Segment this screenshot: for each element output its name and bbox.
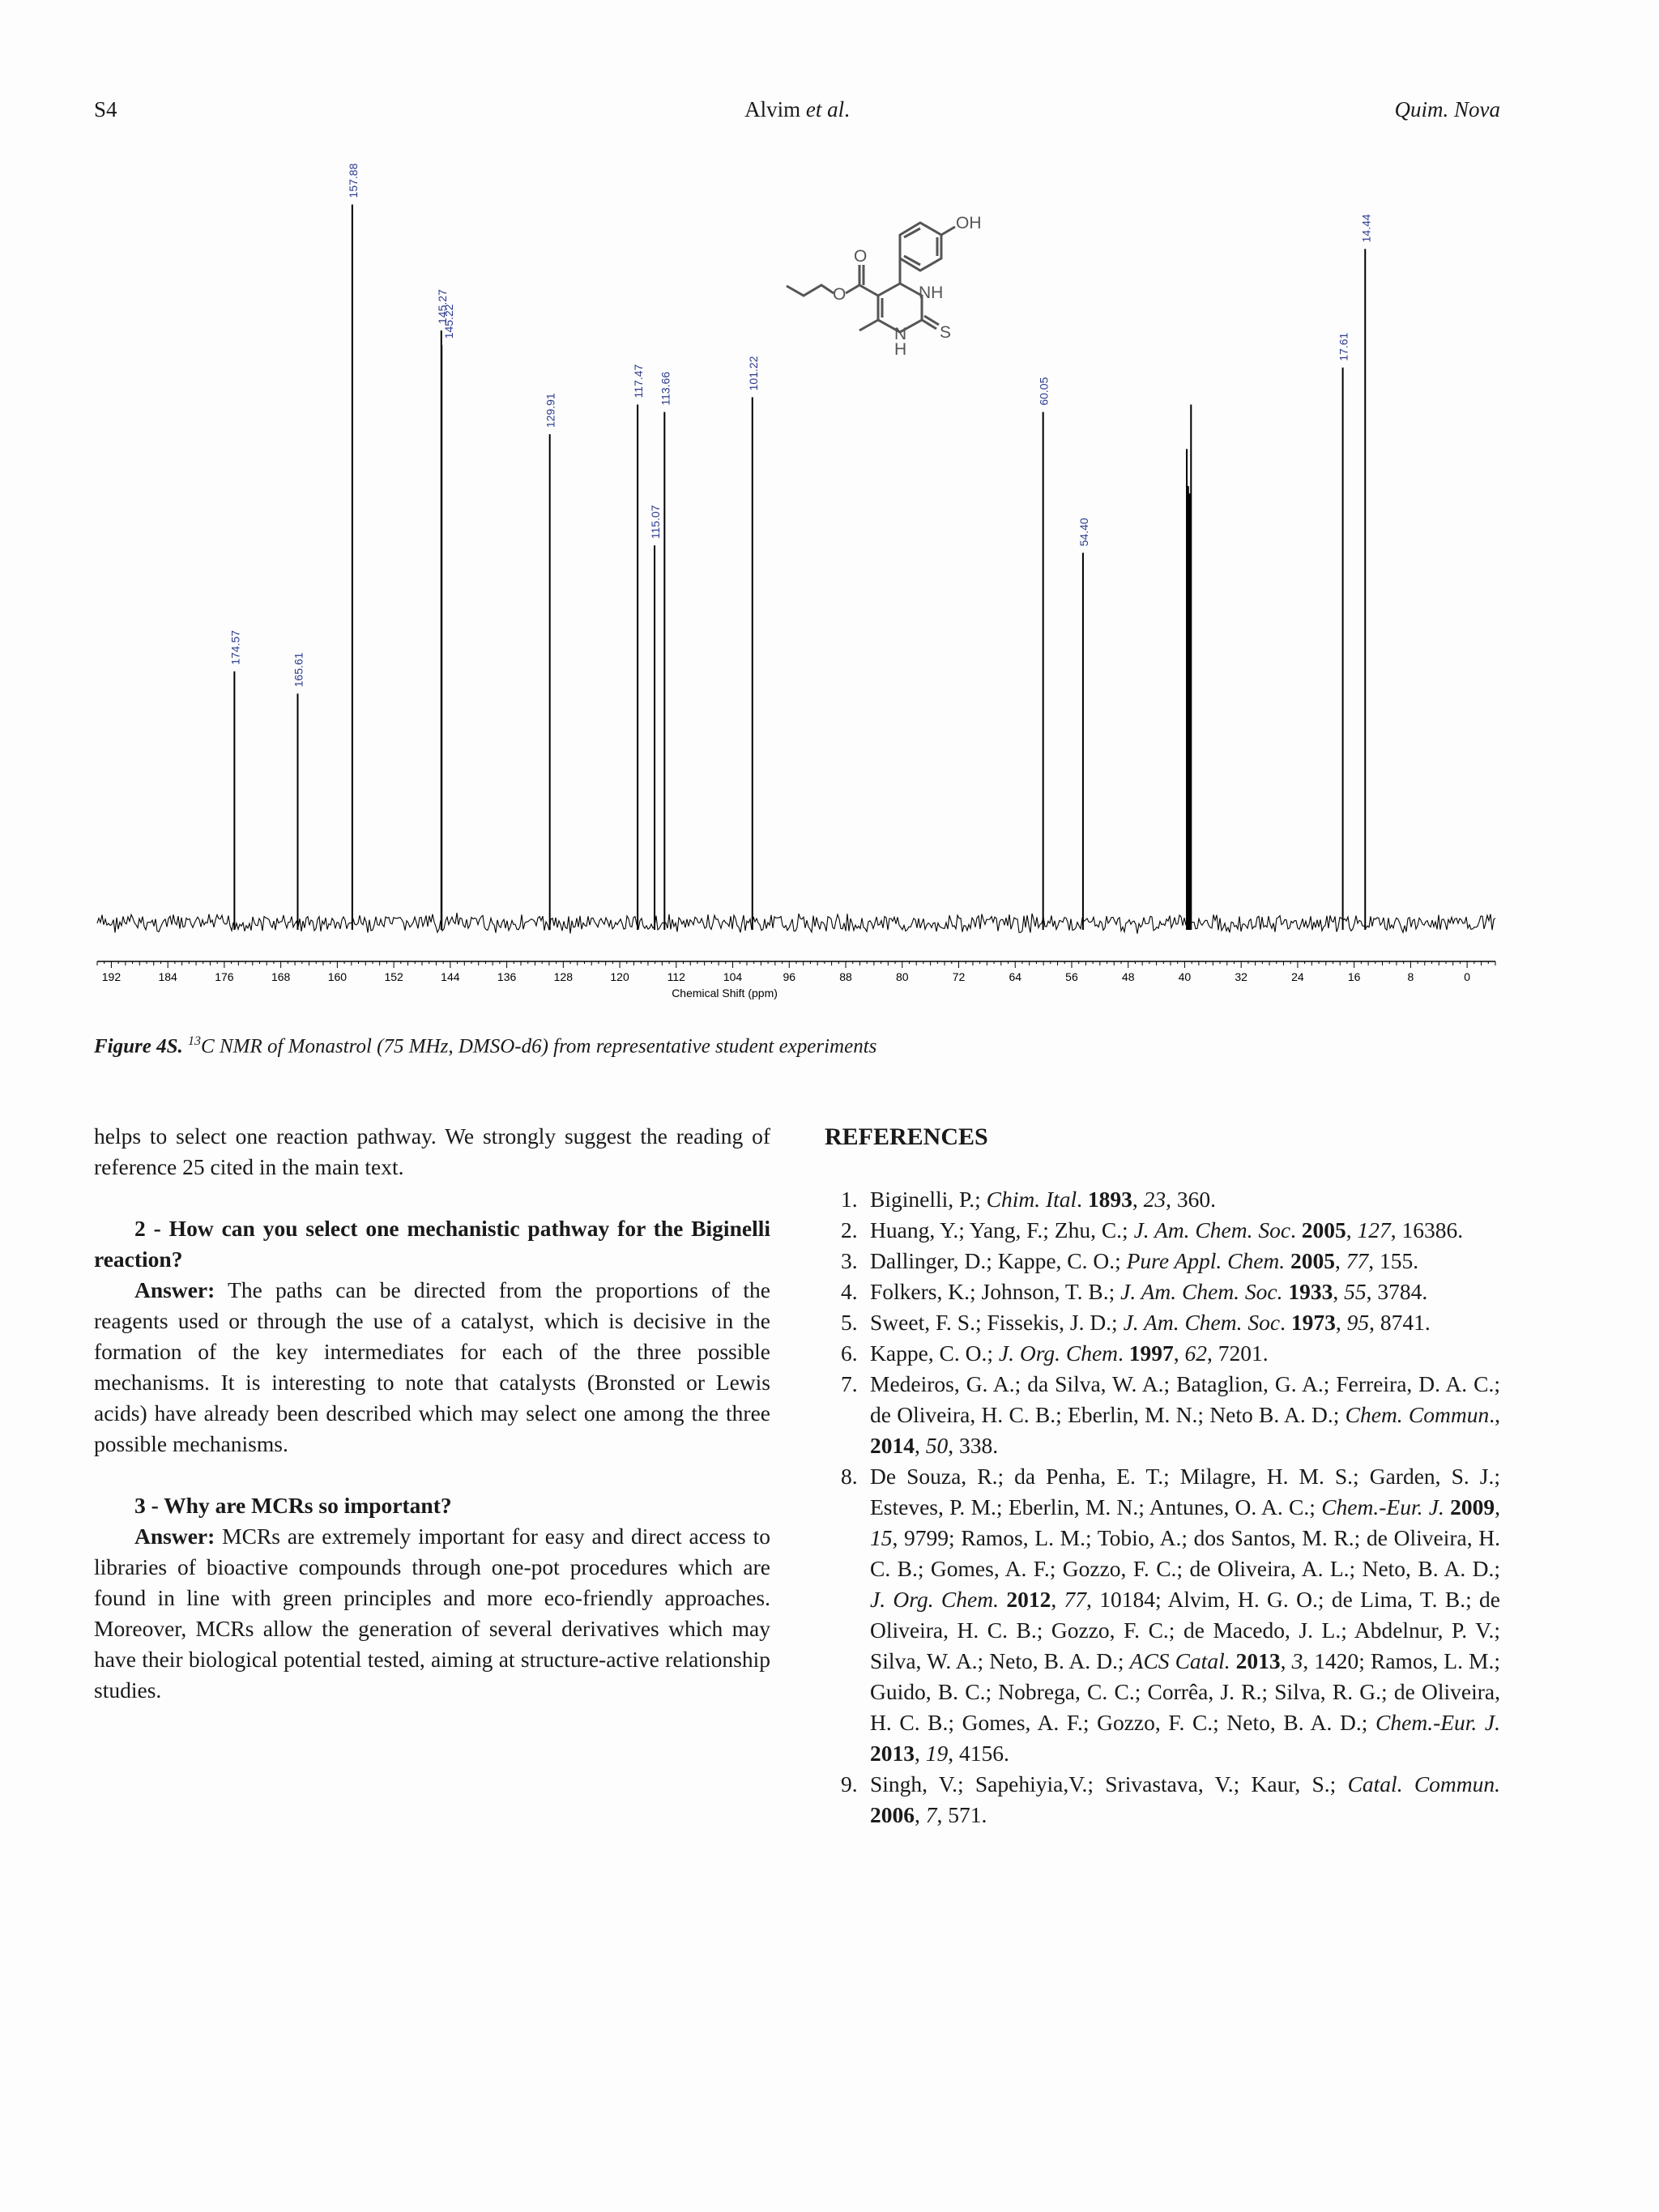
structure-o-label: O [854,247,868,266]
reference-number: 3. [841,1248,858,1273]
methyl-bond [859,320,878,330]
question-3-heading: 3 - Why are MCRs so important? [134,1493,452,1518]
peak-label: 157.88 [346,163,360,198]
structure-s-label: S [940,323,952,342]
reference-text: Sweet, F. S.; Fissekis, J. D.; [870,1310,1124,1335]
structure-oh-label: OH [956,214,982,232]
x-tick-label: 40 [1178,970,1192,983]
journal-title: Chim. Ital [986,1187,1077,1212]
reference-year: 2013 [870,1741,915,1766]
x-tick-label: 160 [327,970,348,983]
running-head [94,97,1500,130]
reference-number: 7. [841,1371,858,1396]
x-tick-label: 96 [783,970,796,983]
reference-text: , [1333,1279,1345,1304]
reference-text: . [1280,1310,1291,1335]
left-column [94,1121,770,1706]
reference-volume: 19 [925,1741,949,1766]
peak-label: 113.66 [659,371,672,406]
peaks [234,204,1365,930]
journal-title: J. Am. Chem. Soc. [1120,1279,1283,1304]
reference-text: , 1420; Ramos, L. M.; Guido, B. C.; Nobrega, C. C.; Corrêa, J. R.; Silva, R. G.; de Oliveira, H. C. B.; Gomes, A. F.; Gozzo, F. C.; Neto, B. A. D.; [870,1648,1501,1735]
reference-volume: 77 [1346,1248,1369,1273]
x-axis [97,961,1495,983]
figure-label: Figure 4S. [94,1035,183,1058]
answer-3-paragraph [94,1521,770,1706]
reference-text: , [1173,1340,1185,1366]
reference-text: , [1132,1187,1144,1212]
page-number: S4 [94,97,117,121]
x-tick-label: 120 [610,970,629,983]
running-authors [94,97,1500,122]
reference-text: Biginelli, P.; [870,1187,987,1212]
peak-label: 54.40 [1077,518,1090,547]
journal-name: Quim. Nova [1394,97,1500,121]
peak-label: 60.05 [1037,377,1051,406]
caption-text: C NMR of Monastrol (75 MHz, DMSO-d6) from representative student experiments [201,1035,877,1058]
reference-number: 1. [841,1187,858,1212]
reference-text: De Souza, R.; da Penha, E. T.; Milagre, H. M. S.; Garden, S. J.; Esteves, P. M.; Eberlin, M. N.; Antunes, O. A. C.; [870,1464,1500,1519]
reference-number: 5. [841,1310,858,1335]
reference-volume: 3 [1291,1648,1303,1673]
answer-2-text: The paths can be directed from the proportions of the reagents used or through the use of a catalyst, which is decisive in the formation of the key intermediates for each of the three possible mechanisms. It is interesting to note that catalysts (Bronsted or Lewis acids) have already been described which may select one among the three possible mechanisms. [94,1277,770,1456]
reference-text: , 10184; Alvim, H. G. O.; de Lima, T. B.; de Oliveira, H. C. B.; Gozzo, F. C.; de Macedo, J. L.; Abdelnur, P. V.; Silva, W. A.; Neto, B. A. D.; [870,1587,1501,1673]
answer-3-label: Answer: [134,1524,215,1549]
reference-text: , 360. [1166,1187,1217,1212]
journal-title: J. Am. Chem. Soc [1133,1217,1291,1242]
peak-label: 115.07 [649,505,663,539]
peak-label: 14.44 [1359,214,1373,243]
structure-n-label: N [894,325,907,343]
x-tick-label: 64 [1009,970,1022,983]
reference-year: 2005 [1290,1248,1336,1273]
reference-text: Singh, V.; Sapehiyia,V.; Srivastava, V.; Kaur, S.; [870,1771,1348,1796]
x-tick-label: 32 [1235,970,1247,983]
reference-text: ., [1489,1402,1500,1427]
peak-label: 101.22 [746,356,760,391]
reference-text: , 9799; Ramos, L. M.; Tobio, A.; dos Santos, M. R.; de Oliveira, H. C. B.; Gomes, A. F.; Gozzo, F. C.; de Oliveira, A. L.; Neto, B. A. D.; [870,1525,1500,1581]
reference-text: , 3784. [1366,1279,1428,1304]
reference-number: 9. [841,1771,858,1796]
structure-ester-o-label: O [833,285,847,304]
intro-paragraph: helps to select one reaction pathway. We strongly suggest the reading of reference 25 cited in the main text. [94,1123,770,1179]
references-column [825,1121,1500,1831]
reference-text: Dallinger, D.; Kappe, C. O.; [870,1248,1127,1273]
ester-o-bond [846,285,859,293]
reference-text: Medeiros, G. A.; da Silva, W. A.; Bataglion, G. A.; Ferreira, D. A. C.; de Oliveira, H. C. B.; Eberlin, M. N.; Neto B. A. D.; [870,1371,1500,1427]
x-tick-label: 8 [1407,970,1414,983]
reference-year: 1933 [1288,1279,1333,1304]
oh-bond [941,227,955,235]
reference-text: , 4156. [948,1741,1009,1766]
reference-item [825,1184,1500,1215]
reference-list [825,1184,1500,1831]
reference-year: 2014 [870,1433,915,1458]
reference-text: , [1335,1248,1346,1273]
authors-end: . [844,97,850,121]
x-tick-label: 80 [895,970,909,983]
answer-2-label: Answer: [134,1277,215,1302]
references-heading: REFERENCES [825,1123,988,1150]
structure-nh-label: NH [919,283,944,302]
x-tick-label: 192 [101,970,122,983]
journal-title: Chem.-Eur. J. [1375,1710,1500,1735]
phenyl-ring [900,223,941,271]
reference-item [825,1338,1500,1369]
reference-item [825,1769,1500,1831]
peak-label: 117.47 [632,364,646,399]
x-tick-label: 176 [215,970,234,983]
reference-year: 2009 [1450,1494,1495,1519]
figure-caption [94,1034,876,1058]
reference-item [825,1369,1500,1461]
x-tick-label: 48 [1121,970,1135,983]
x-tick-label: 72 [952,970,966,983]
reference-number: 4. [841,1279,858,1304]
reference-year: 2013 [1235,1648,1281,1673]
reference-volume: 50 [925,1433,949,1458]
journal-title: Chem.-Eur. J. [1321,1494,1444,1519]
reference-number: 2. [841,1217,858,1242]
baseline-noise-trace [97,913,1495,934]
reference-text: , 7201. [1207,1340,1269,1366]
x-tick-label: 16 [1347,970,1361,983]
reference-text: , [1051,1587,1064,1612]
reference-text: Kappe, C. O.; [870,1340,999,1366]
reference-text: , 16386. [1390,1217,1464,1242]
reference-text: , 338. [948,1433,999,1458]
reference-item [825,1215,1500,1246]
isotope-superscript: 13 [188,1034,202,1048]
question-2-heading: 2 - How can you select one mechanistic pathway for the Biginelli reaction? [94,1216,770,1272]
baseline-noise [97,913,1495,934]
answer-3-text: MCRs are extremely important for easy and direct access to libraries of bioactive compounds through one-pot procedures which are found in line with green principles and more eco-friendly approaches. Moreover, MCRs allow the generation of several derivatives which may have their biological potential tested, aiming at structure-active relationship studies. [94,1524,770,1703]
x-tick-label: 152 [384,970,403,983]
journal-title: J. Org. Chem. [870,1587,999,1612]
ethyl-chain [787,285,834,296]
x-tick-label: 136 [497,970,517,983]
x-tick-label: 184 [158,970,177,983]
reference-volume: 15 [870,1525,893,1550]
reference-text: , [915,1802,926,1827]
reference-text: . [1077,1187,1088,1212]
journal-title: J. Am. Chem. Soc [1123,1310,1281,1335]
reference-item [825,1307,1500,1338]
reference-text [999,1587,1006,1612]
peak-label: 174.57 [228,630,242,665]
reference-volume: 127 [1357,1217,1391,1242]
reference-text: Huang, Y.; Yang, F.; Zhu, C.; [870,1217,1134,1242]
x-tick-label: 56 [1065,970,1078,983]
reference-item [825,1276,1500,1307]
reference-text [1230,1648,1236,1673]
reference-number: 8. [841,1464,858,1489]
reference-text: , [1280,1648,1292,1673]
reference-item [825,1246,1500,1276]
peak-label: 17.61 [1337,332,1350,361]
journal-title: ACS Catal. [1129,1648,1230,1673]
peak-label: 145.22 [442,304,456,339]
x-tick-label: 112 [667,970,685,983]
reference-number: 6. [841,1340,858,1366]
reference-text: , 155. [1368,1248,1419,1273]
reference-volume: 23 [1143,1187,1166,1212]
x-tick-label: 88 [839,970,852,983]
reference-text: . [1290,1217,1302,1242]
reference-year: 2006 [870,1802,915,1827]
authors-main: Alvim [744,97,806,121]
x-tick-label: 24 [1291,970,1304,983]
authors-etal: et al [805,97,845,121]
reference-volume: 95 [1346,1310,1370,1335]
reference-year: 2012 [1006,1587,1051,1612]
peak-label: 145.27 [435,289,449,324]
monastrol-structure [787,223,955,332]
journal-title: Chem. Commun [1345,1402,1490,1427]
reference-text: Folkers, K.; Johnson, T. B.; [870,1279,1121,1304]
reference-text: , 8741. [1369,1310,1431,1335]
structure-h-label: H [894,340,907,359]
reference-volume: 55 [1344,1279,1367,1304]
ester-bond [859,285,878,296]
x-tick-label: 0 [1464,970,1471,983]
x-tick-label: 144 [441,970,460,983]
peak-labels [228,163,1372,687]
reference-text: , [1335,1310,1347,1335]
journal-title: J. Org. Chem [998,1340,1119,1366]
peak-label: 129.91 [544,393,557,428]
x-tick-label: 128 [553,970,574,983]
reference-volume: 62 [1184,1340,1208,1366]
reference-text: , [915,1433,926,1458]
reference-text: . [1118,1340,1129,1366]
peak-label: 165.61 [292,652,305,688]
reference-volume: 7 [925,1802,937,1827]
reference-text: , [1346,1217,1358,1242]
x-tick-label: 104 [723,970,743,983]
journal-title: Pure Appl. Chem. [1126,1248,1286,1273]
x-axis-title: Chemical Shift (ppm) [672,987,778,999]
reference-year: 1973 [1290,1310,1336,1335]
reference-text: , [915,1741,926,1766]
reference-year: 1997 [1128,1340,1174,1366]
reference-text: , [1495,1494,1501,1519]
journal-title: Catal. Commun. [1347,1771,1501,1796]
answer-2-paragraph [94,1275,770,1460]
x-tick-label: 168 [271,970,291,983]
nmr-spectrum-chart [94,158,1500,1016]
reference-item [825,1461,1500,1769]
reference-volume: 77 [1064,1587,1087,1612]
reference-year: 2005 [1301,1217,1346,1242]
reference-text: , 571. [936,1802,987,1827]
reference-year: 1893 [1087,1187,1132,1212]
